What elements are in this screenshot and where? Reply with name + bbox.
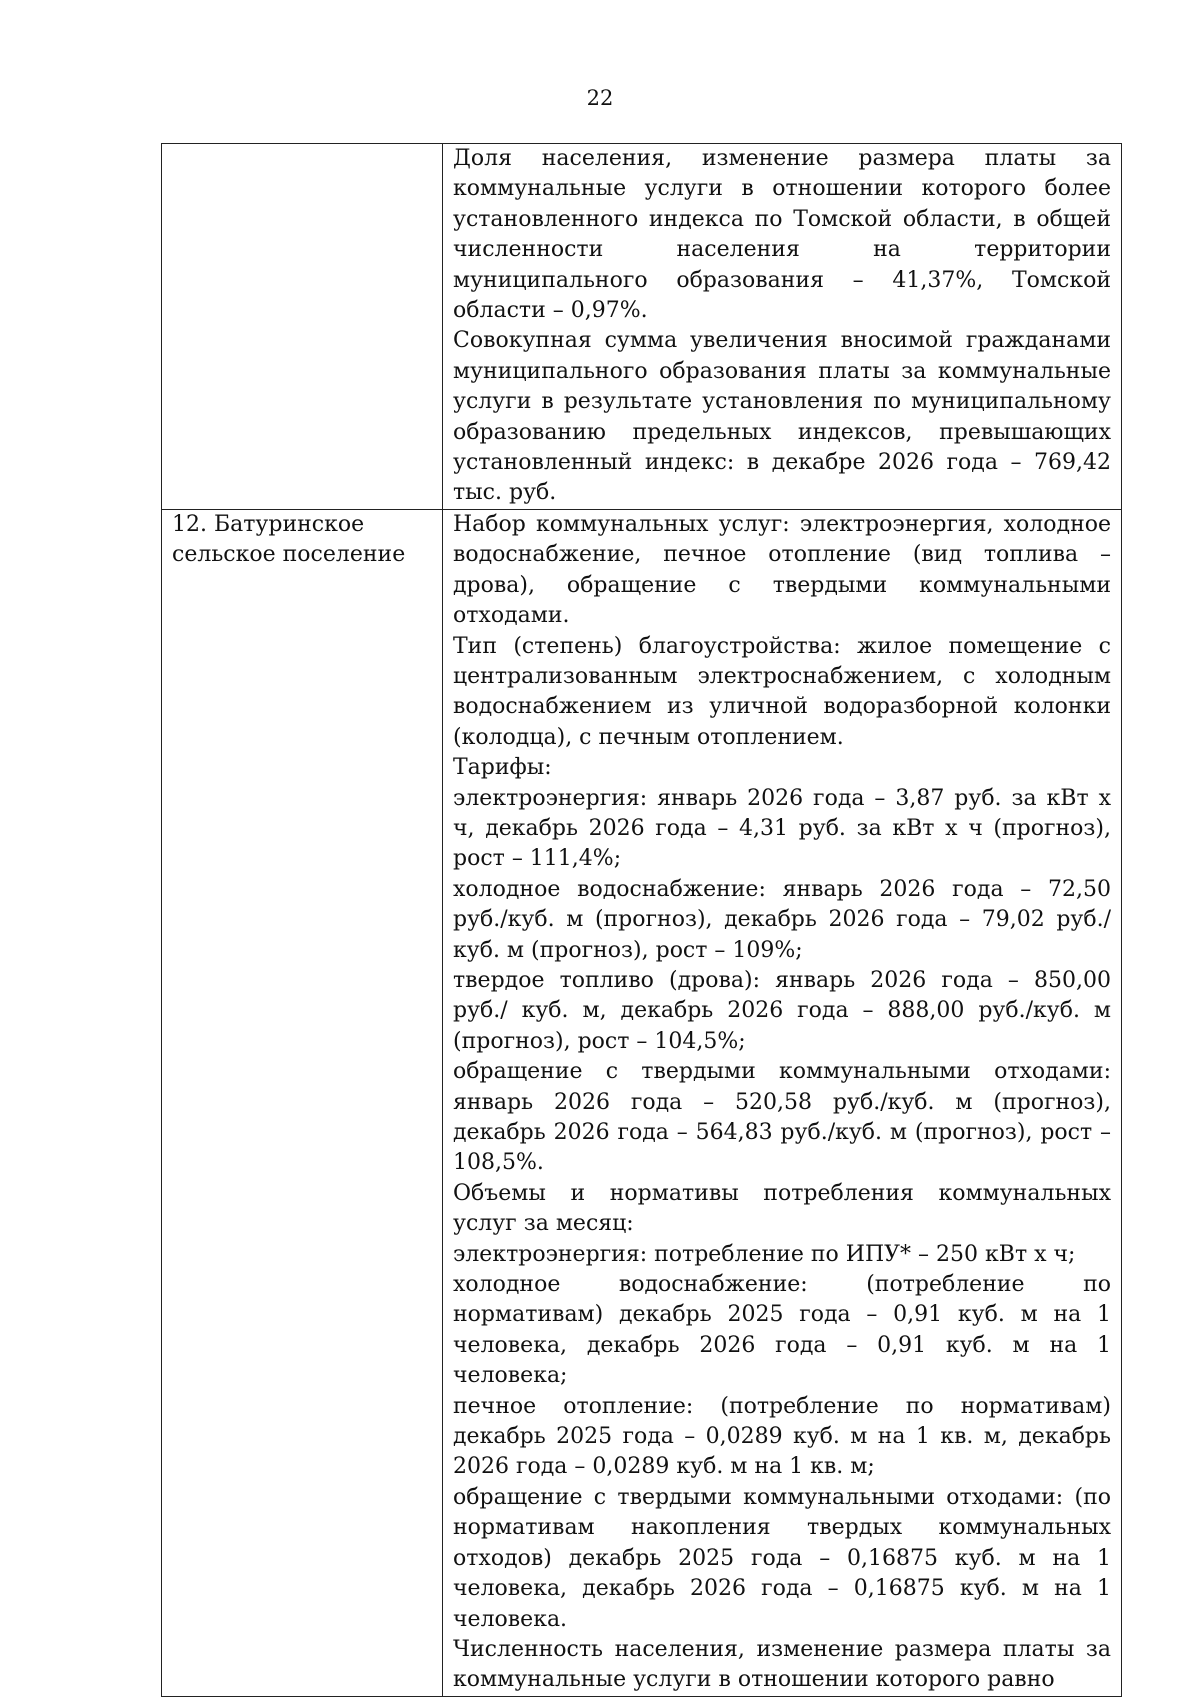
paragraph: холодное водоснабжение: январь 2026 года – 72,50 руб./куб. м (прогноз), декабрь 2026 года – 79,02 руб./ куб. м (прогноз), рост – 109%; (453, 876, 1111, 963)
paragraph: Доля населения, изменение размера платы за коммунальные услуги в отношении которого более установленного индекса по Томской области, в общей численности населения на территории муниципального образования – 41,37%, Томской области – 0,97%. (453, 146, 1111, 324)
table-row (162, 144, 1122, 510)
table-row (162, 509, 1122, 1696)
indices-table (161, 143, 1122, 1697)
paragraph: Численность населения, изменение размера платы за коммунальные услуги в отношении которого равно (453, 1636, 1111, 1693)
paragraph: электроэнергия: январь 2026 года – 3,87 руб. за кВт х ч, декабрь 2026 года – 4,31 руб. за кВт х ч (прогноз), рост – 111,4%; (453, 785, 1111, 872)
paragraph: Тип (степень) благоустройства: жилое помещение с централизованным электроснабжением, с холодным водоснабжением из уличной водоразборной колонки (колодца), с печным отоплением. (453, 633, 1111, 750)
paragraph: обращение с твердыми коммунальными отходами: (по нормативам накопления твердых коммунальных отходов) декабрь 2025 года – 0,16875 куб. м на 1 человека, декабрь 2026 года – 0,16875 куб. м на 1 человека. (453, 1484, 1111, 1632)
paragraph: Совокупная сумма увеличения вносимой гражданами муниципального образования платы за коммунальные услуги в результате установления по муниципальному образованию предельных индексов, превышающих установленный индекс: в декабре 2026 года – 769,42 тыс. руб. (453, 328, 1111, 506)
paragraph: Тарифы: (453, 755, 552, 781)
paragraph: Объемы и нормативы потребления коммунальных услуг за месяц: (453, 1180, 1111, 1237)
paragraph: твердое топливо (дрова): январь 2026 года – 850,00 руб./ куб. м, декабрь 2026 года – 888,00 руб./куб. м (прогноз), рост – 104,5%; (453, 967, 1111, 1054)
paragraph: печное отопление: (потребление по нормативам) декабрь 2025 года – 0,0289 куб. м на 1 кв. м, декабрь 2026 года – 0,0289 куб. м на 1 кв. м; (453, 1393, 1111, 1480)
page-number: 22 (586, 86, 614, 110)
paragraph: холодное водоснабжение: (потребление по нормативам) декабрь 2025 года – 0,91 куб. м на 1 человека, декабрь 2026 года – 0,91 куб. м на 1 человека; (453, 1272, 1111, 1389)
paragraph: обращение с твердыми коммунальными отходами: январь 2026 года – 520,58 руб./куб. м (прогноз), декабрь 2026 года – 564,83 руб./куб. м (прогноз), рост – 108,5%. (453, 1059, 1111, 1176)
paragraph: электроэнергия: потребление по ИПУ* – 250 кВт х ч; (453, 1241, 1076, 1267)
paragraph: Набор коммунальных услуг: электроэнергия, холодное водоснабжение, печное отопление (вид топлива – дрова), обращение с твердыми коммунальными отходами. (453, 511, 1111, 629)
description-cell (443, 144, 1122, 510)
settlement-cell (162, 144, 443, 510)
description-cell (443, 509, 1122, 1696)
settlement-cell: 12. Батуринское сельское поселение (162, 509, 443, 1696)
